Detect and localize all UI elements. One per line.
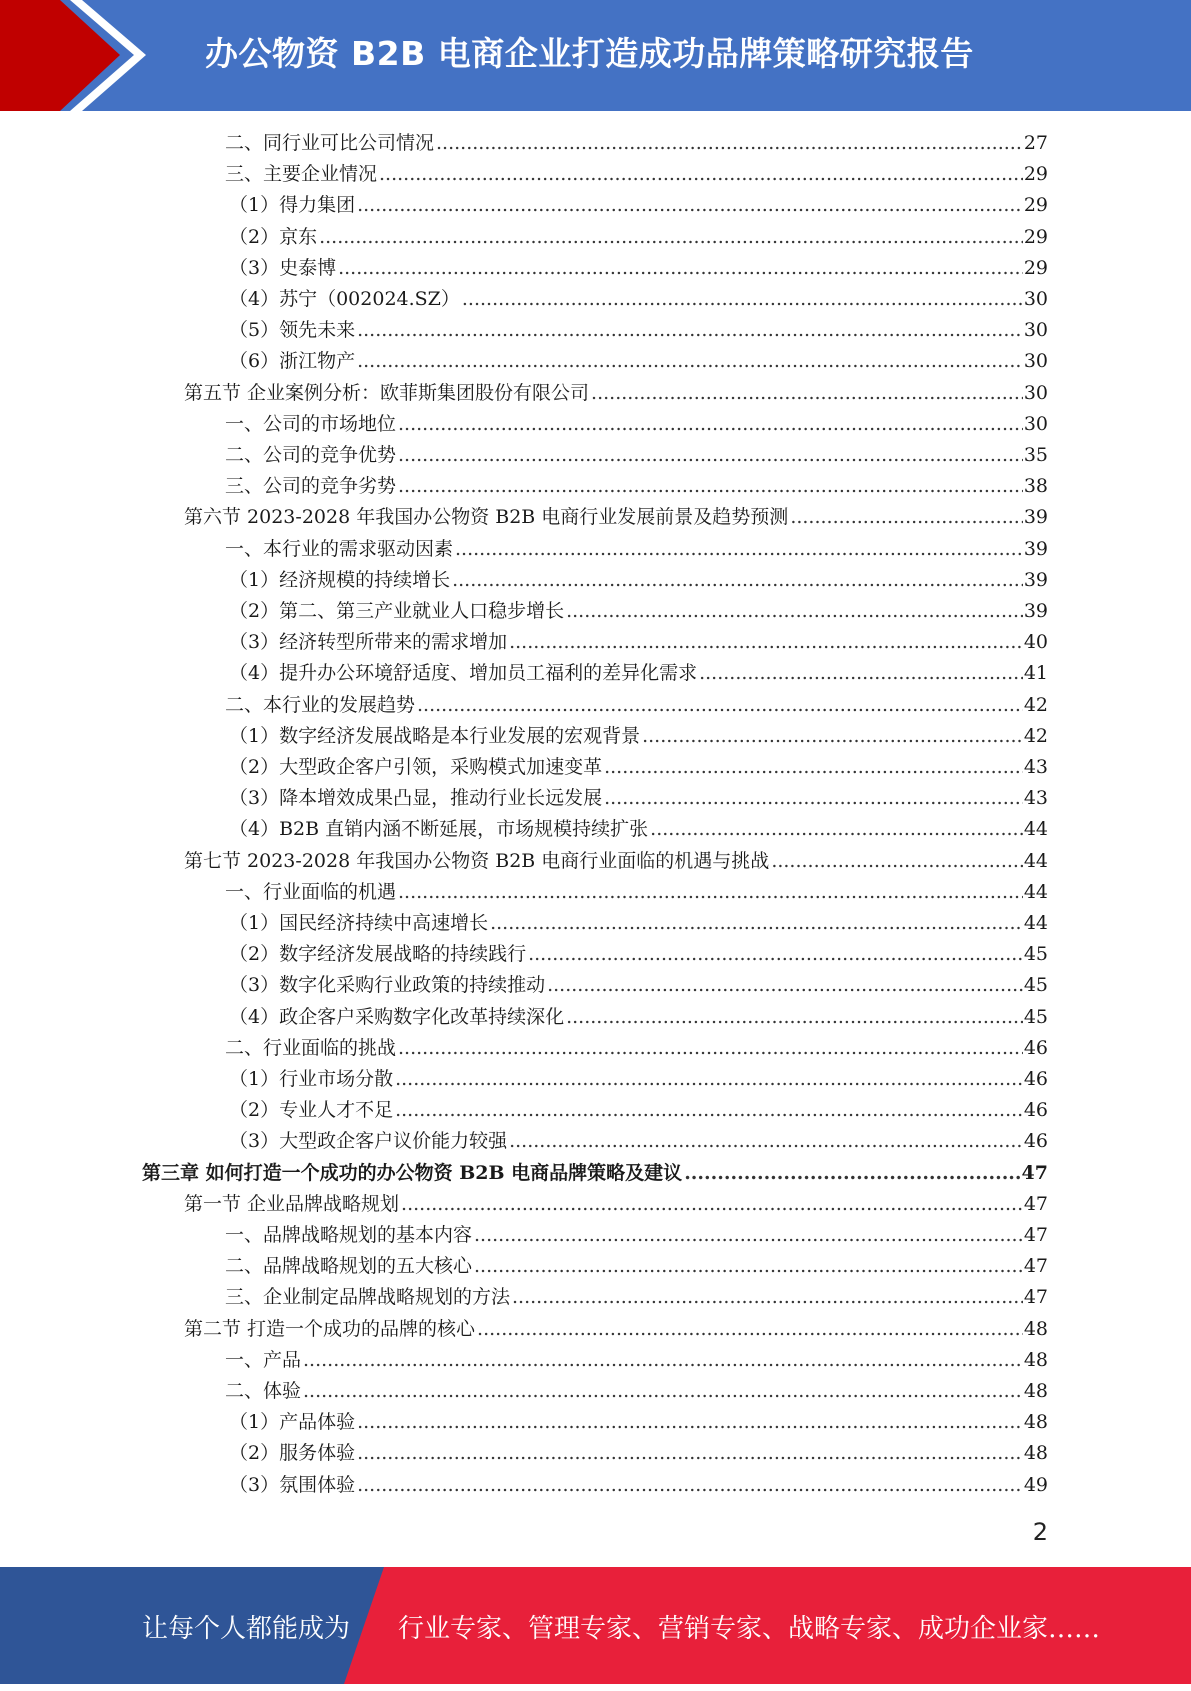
toc-entry[interactable] (229, 939, 1048, 970)
toc-entry-title: 三、主要企业情况 (225, 163, 378, 186)
toc-entry[interactable] (229, 783, 1048, 814)
toc-entry-title: （4）B2B 直销内涵不断延展，市场规模持续扩张 (229, 818, 649, 841)
toc-entry-title: （3）氛围体验 (229, 1473, 356, 1496)
toc-dot-leader (357, 190, 1023, 221)
toc-entry-title: （1）行业市场分散 (229, 1068, 394, 1090)
toc-entry[interactable] (142, 1158, 1048, 1189)
toc-entry[interactable] (225, 877, 1048, 908)
toc-entry[interactable] (184, 502, 1048, 533)
toc-entry-page: 48 (1023, 1411, 1048, 1434)
toc-entry-title: （3）大型政企客户议价能力较强 (229, 1130, 508, 1153)
toc-dot-leader (303, 1345, 1023, 1376)
toc-entry-page: 35 (1023, 444, 1048, 466)
toc-entry[interactable] (229, 190, 1048, 221)
toc-entry[interactable] (225, 471, 1048, 502)
toc-entry[interactable] (225, 159, 1048, 190)
toc-entry-title: 二、品牌战略规划的五大核心 (225, 1255, 473, 1278)
toc-entry-page: 30 (1023, 319, 1048, 342)
toc-entry[interactable] (229, 1126, 1048, 1157)
toc-entry[interactable] (229, 1470, 1048, 1501)
toc-entry-page: 45 (1023, 943, 1048, 966)
toc-entry-title: （4）提升办公环境舒适度、增加员工福利的差异化需求 (229, 662, 698, 685)
toc-entry-title: （2）大型政企客户引领，采购模式加速变革 (229, 756, 603, 778)
toc-entry-page: 47 (1023, 1286, 1048, 1309)
toc-dot-leader (395, 1064, 1023, 1095)
toc-dot-leader (642, 721, 1023, 752)
toc-dot-leader (357, 1438, 1023, 1469)
page-number: 2 (1032, 1518, 1048, 1546)
footer-slogan-right: 行业专家、管理专家、营销专家、战略专家、成功企业家…… (398, 1614, 1101, 1644)
toc-entry-page: 44 (1023, 912, 1048, 934)
toc-entry-title: 三、企业制定品牌战略规划的方法 (225, 1286, 511, 1309)
toc-dot-leader (398, 1033, 1023, 1064)
toc-entry[interactable] (229, 315, 1048, 346)
toc-dot-leader (699, 658, 1023, 689)
toc-entry[interactable] (229, 908, 1048, 939)
toc-dot-leader (357, 1407, 1023, 1438)
toc-entry-title: 三、公司的竞争劣势 (225, 475, 397, 498)
toc-entry-page: 27 (1023, 132, 1048, 154)
toc-entry-title: （2）京东 (229, 225, 318, 248)
toc-entry-page: 46 (1023, 1036, 1048, 1059)
toc-entry-page: 30 (1023, 350, 1048, 373)
toc-entry-page: 47 (1023, 1255, 1048, 1278)
toc-entry-title: 二、体验 (225, 1380, 302, 1402)
toc-dot-leader (319, 222, 1023, 253)
toc-dot-leader (338, 253, 1023, 284)
toc-entry-title: 一、本行业的需求驱动因素 (225, 537, 454, 560)
toc-dot-leader (474, 1220, 1023, 1251)
toc-entry-page: 29 (1023, 163, 1048, 186)
toc-entry-title: 一、产品 (225, 1348, 302, 1371)
toc-entry[interactable] (229, 752, 1048, 783)
toc-entry-title: （1）经济规模的持续增长 (229, 568, 451, 591)
toc-entry-title: 一、行业面临的机遇 (225, 880, 397, 903)
toc-dot-leader (604, 783, 1023, 814)
toc-entry[interactable] (225, 690, 1048, 721)
toc-entry-page: 29 (1023, 194, 1048, 217)
toc-entry[interactable] (184, 1189, 1048, 1220)
toc-dot-leader (650, 814, 1023, 845)
page-footer (0, 1567, 1191, 1684)
toc-entry-title: 一、品牌战略规划的基本内容 (225, 1224, 473, 1246)
toc-entry-page: 46 (1023, 1099, 1048, 1122)
toc-dot-leader (357, 315, 1023, 346)
toc-entry-title: 二、公司的竞争优势 (225, 444, 397, 466)
toc-entry-page: 42 (1023, 693, 1048, 716)
toc-entry-title: （2）服务体验 (229, 1442, 356, 1465)
toc-dot-leader (357, 346, 1023, 377)
toc-dot-leader (509, 627, 1023, 658)
toc-entry-page: 48 (1023, 1348, 1048, 1371)
toc-entry-page: 48 (1023, 1380, 1048, 1402)
toc-entry[interactable] (225, 1345, 1048, 1376)
toc-entry-title: （5）领先未来 (229, 319, 356, 342)
toc-entry-page: 46 (1023, 1130, 1048, 1153)
toc-dot-leader (566, 1002, 1023, 1033)
toc-entry-page: 38 (1023, 475, 1048, 498)
toc-entry[interactable] (229, 1438, 1048, 1469)
toc-entry[interactable] (225, 1251, 1048, 1282)
toc-dot-leader (684, 1158, 1020, 1189)
toc-entry-title: 二、本行业的发展趋势 (225, 693, 416, 716)
toc-dot-leader (455, 534, 1023, 565)
toc-entry[interactable] (225, 128, 1048, 159)
toc-dot-leader (398, 440, 1023, 471)
toc-entry-title: （3）数字化采购行业政策的持续推动 (229, 974, 546, 997)
toc-entry[interactable] (184, 378, 1048, 409)
toc-dot-leader (566, 596, 1023, 627)
toc-entry[interactable] (184, 1314, 1048, 1345)
toc-dot-leader (395, 1095, 1023, 1126)
toc-entry-page: 47 (1023, 1192, 1048, 1215)
toc-entry-page: 44 (1023, 849, 1048, 872)
toc-entry[interactable] (225, 534, 1048, 565)
toc-entry[interactable] (229, 284, 1048, 315)
toc-entry-page: 39 (1023, 506, 1048, 529)
toc-dot-leader (528, 939, 1023, 970)
toc-dot-leader (790, 502, 1023, 533)
toc-dot-leader (462, 284, 1023, 315)
toc-dot-leader (474, 1251, 1023, 1282)
toc-entry-page: 47 (1023, 1224, 1048, 1246)
toc-dot-leader (591, 378, 1023, 409)
toc-entry-title: （1）产品体验 (229, 1411, 356, 1434)
toc-dot-leader (477, 1314, 1023, 1345)
toc-entry[interactable] (229, 253, 1048, 284)
toc-entry[interactable] (225, 440, 1048, 471)
toc-entry[interactable] (229, 721, 1048, 752)
toc-entry[interactable] (225, 1033, 1048, 1064)
toc-entry-page: 40 (1023, 631, 1048, 654)
toc-dot-leader (398, 877, 1023, 908)
toc-entry[interactable] (229, 814, 1048, 845)
toc-entry-title: 一、公司的市场地位 (225, 412, 397, 435)
toc-entry-page: 42 (1023, 724, 1048, 747)
toc-entry-page: 43 (1023, 787, 1048, 810)
toc-entry-page: 45 (1023, 974, 1048, 997)
toc-entry[interactable] (229, 596, 1048, 627)
toc-dot-leader (303, 1376, 1023, 1407)
toc-entry-page: 30 (1023, 381, 1048, 404)
toc-entry[interactable] (225, 1376, 1048, 1407)
toc-entry-page: 30 (1023, 288, 1048, 310)
toc-entry[interactable] (229, 1407, 1048, 1438)
toc-entry-title: 二、同行业可比公司情况 (225, 132, 435, 154)
page-header (0, 0, 1191, 111)
toc-entry-title: 第一节 企业品牌战略规划 (184, 1192, 400, 1215)
toc-entry-page: 48 (1023, 1442, 1048, 1465)
toc-entry-page: 39 (1023, 537, 1048, 560)
toc-entry[interactable] (229, 565, 1048, 596)
toc-entry-page: 48 (1023, 1317, 1048, 1340)
toc-entry-page: 29 (1023, 256, 1048, 279)
toc-entry-title: 第三章 如何打造一个成功的办公物资 B2B 电商品牌策略及建议 (142, 1161, 683, 1184)
toc-entry-page: 49 (1023, 1473, 1048, 1496)
toc-entry[interactable] (229, 1002, 1048, 1033)
toc-entry-page: 47 (1021, 1161, 1048, 1184)
toc-entry-title: （3）经济转型所带来的需求增加 (229, 631, 508, 654)
toc-entry-page: 39 (1023, 600, 1048, 622)
toc-entry[interactable] (225, 1282, 1048, 1313)
toc-entry-page: 41 (1023, 662, 1048, 685)
toc-dot-leader (512, 1282, 1023, 1313)
toc-entry-page: 45 (1023, 1005, 1048, 1028)
toc-entry-title: （4）政企客户采购数字化改革持续深化 (229, 1005, 565, 1028)
toc-entry-page: 46 (1023, 1068, 1048, 1090)
toc-entry-title: （2）专业人才不足 (229, 1099, 394, 1122)
toc-entry-title: （4）苏宁（002024.SZ） (229, 288, 460, 310)
toc-dot-leader (398, 471, 1023, 502)
header-arrow-decoration (0, 0, 160, 111)
toc-entry[interactable] (229, 627, 1048, 658)
toc-entry-title: （6）浙江物产 (229, 350, 356, 373)
toc-entry-title: （1）国民经济持续中高速增长 (229, 912, 489, 934)
toc-entry-title: 第二节 打造一个成功的品牌的核心 (184, 1317, 476, 1340)
toc-dot-leader (379, 159, 1023, 190)
toc-entry[interactable] (229, 970, 1048, 1001)
toc-entry-title: （1）数字经济发展战略是本行业发展的宏观背景 (229, 724, 641, 747)
toc-dot-leader (490, 908, 1023, 939)
toc-entry-title: 第六节 2023-2028 年我国办公物资 B2B 电商行业发展前景及趋势预测 (184, 506, 789, 529)
toc-entry[interactable] (229, 222, 1048, 253)
toc-entry[interactable] (229, 1064, 1048, 1095)
toc-entry-title: 第七节 2023-2028 年我国办公物资 B2B 电商行业面临的机遇与挑战 (184, 849, 770, 872)
toc-entry[interactable] (229, 346, 1048, 377)
toc-entry[interactable] (225, 409, 1048, 440)
toc-entry-title: （2）第二、第三产业就业人口稳步增长 (229, 600, 565, 622)
toc-entry-title: （3）史泰博 (229, 256, 337, 279)
toc-dot-leader (547, 970, 1023, 1001)
toc-entry-title: （2）数字经济发展战略的持续践行 (229, 943, 527, 966)
toc-entry-page: 44 (1023, 818, 1048, 841)
toc-entry-title: （3）降本增效成果凸显，推动行业长远发展 (229, 787, 603, 810)
toc-entry-title: （1）得力集团 (229, 194, 356, 217)
toc-dot-leader (357, 1470, 1023, 1501)
toc-entry[interactable] (184, 846, 1048, 877)
toc-dot-leader (398, 409, 1023, 440)
report-title: 办公物资 B2B 电商企业打造成功品牌策略研究报告 (205, 34, 974, 73)
toc-entry[interactable] (229, 658, 1048, 689)
toc-dot-leader (417, 690, 1023, 721)
toc-entry-page: 44 (1023, 880, 1048, 903)
toc-entry[interactable] (229, 1095, 1048, 1126)
toc-entry-page: 39 (1023, 568, 1048, 591)
toc-entry-page: 30 (1023, 412, 1048, 435)
toc-dot-leader (452, 565, 1023, 596)
toc-entry[interactable] (225, 1220, 1048, 1251)
toc-entry-page: 29 (1023, 225, 1048, 248)
toc-dot-leader (604, 752, 1023, 783)
footer-slogan-left: 让每个人都能成为 (142, 1614, 351, 1644)
toc-dot-leader (771, 846, 1023, 877)
toc-dot-leader (509, 1126, 1023, 1157)
toc-entry-title: 第五节 企业案例分析：欧菲斯集团股份有限公司 (184, 381, 590, 404)
toc-entry-page: 43 (1023, 756, 1048, 778)
toc-dot-leader (436, 128, 1023, 159)
toc-entry-title: 二、行业面临的挑战 (225, 1036, 397, 1059)
toc-dot-leader (401, 1189, 1023, 1220)
